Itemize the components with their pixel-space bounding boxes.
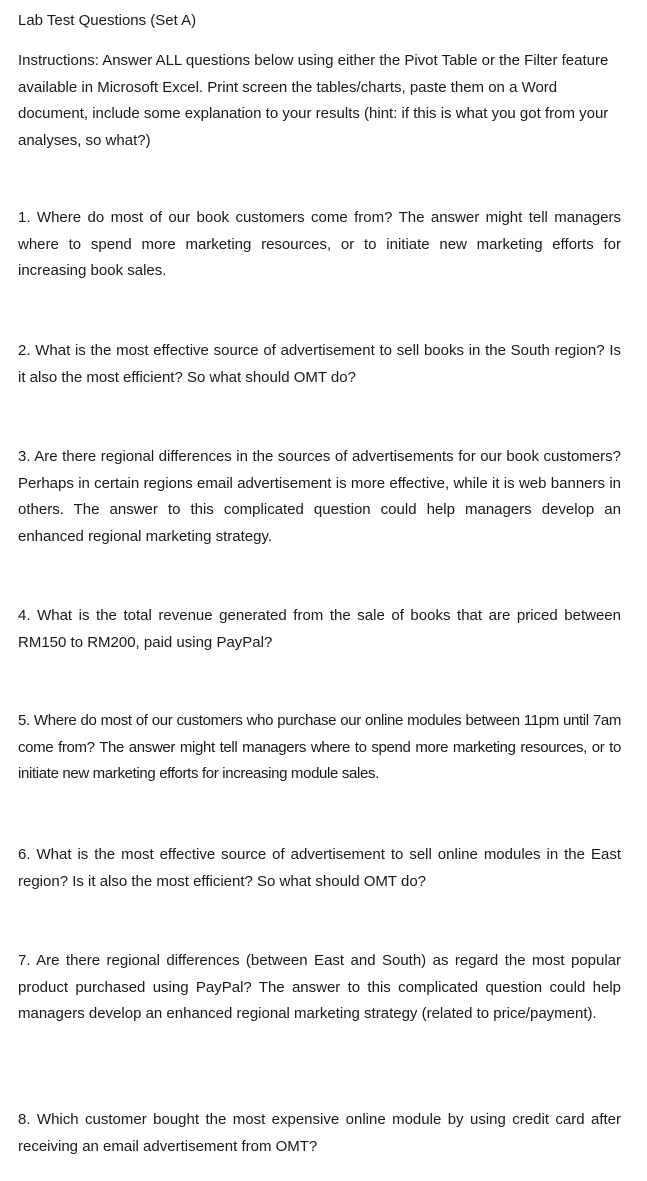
question-3: 3. Are there regional differences in the sources of advertisements for our book customers? Perhaps in certain regions email advertisement is more effective, while it is web banners in others. The answer to this complicated question could help managers develop an enhanced regional marketing strategy. bbox=[18, 448, 621, 545]
question-5: 5. Where do most of our customers who purchase our online modules between 11pm until 7am come from? The answer might tell managers where to spend more marketing resources, or to initiate new marketing efforts for increasing module sales. bbox=[18, 712, 621, 783]
question-7: 7. Are there regional differences (between East and South) as regard the most popular product purchased using PayPal? The answer to this complicated question could help managers develop an enhanced regional marketing strategy (related to price/payment). bbox=[18, 952, 621, 1023]
instructions-paragraph: Instructions: Answer ALL questions below using either the Pivot Table or the Filter feature available in Microsoft Excel. Print screen the tables/charts, paste them on a Word document, include some explanation to your results (hint: if this is what you got from your analyses, so what?) bbox=[18, 52, 609, 149]
question-4: 4. What is the total revenue generated from the sale of books that are priced between RM150 to RM200, paid using PayPal? bbox=[18, 607, 621, 651]
document-title: Lab Test Questions (Set A) bbox=[18, 12, 197, 29]
question-6: 6. What is the most effective source of advertisement to sell online modules in the East region? Is it also the most efficient? So what should OMT do? bbox=[18, 846, 621, 890]
question-2: 2. What is the most effective source of advertisement to sell books in the South region? Is it also the most efficient? So what should OMT do? bbox=[18, 342, 621, 386]
question-8: 8. Which customer bought the most expensive online module by using credit card after receiving an email advertisement from OMT? bbox=[18, 1111, 621, 1155]
question-1: 1. Where do most of our book customers come from? The answer might tell managers where to spend more marketing resources, or to initiate new marketing efforts for increasing book sales. bbox=[18, 209, 621, 280]
